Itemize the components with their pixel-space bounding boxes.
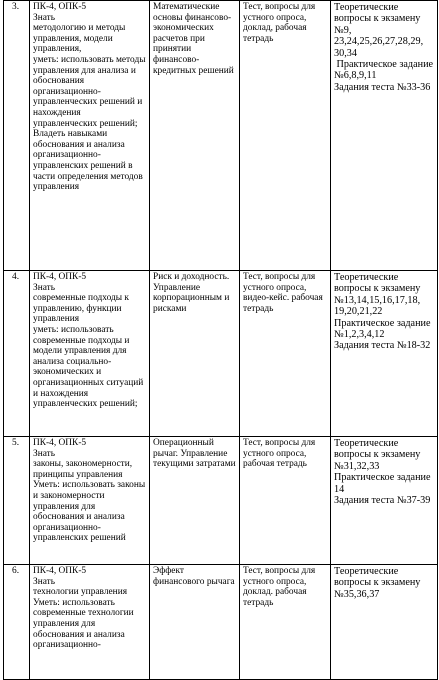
competence-line: ПК-4, ОПК-5 xyxy=(33,2,87,12)
competence-line: Владеть навыками обоснования и анализа организационно-управленских решений в части определения методов управления xyxy=(33,129,143,193)
competence-line: ПК-4, ОПК-5 xyxy=(33,272,87,282)
assessment-cell xyxy=(331,1,438,271)
competence-line: уметь: использовать методы управления для анализа и обоснования организационно-управленческих решений и нахождения управленческих решений; xyxy=(33,54,146,129)
assessment-line: Задания теста №18-32 xyxy=(334,340,431,352)
assessment-cell xyxy=(331,565,438,680)
competence-line: Уметь: использовать законы и закономерности управления для обоснования и анализа организационно-управленских решений xyxy=(33,480,146,544)
topic-cell: Математические основы финансово-экономических расчетов при принятии финансово-кредитных решений xyxy=(150,1,240,271)
competence-line: уметь: использовать современные подходы и модели управления для анализа социально-экономических и организационных ситуаций и нахождения управленческих решений; xyxy=(33,324,144,410)
assessment-cell xyxy=(331,437,438,565)
assessment-line: Теоретические вопросы к экзамену №31,32,33 xyxy=(334,438,423,472)
competence-assessment-table xyxy=(3,0,438,680)
row-number-cell: 5. xyxy=(4,437,30,565)
competence-line: Знать xyxy=(33,448,56,459)
assessment-line: Практическое задание 14 xyxy=(334,472,434,495)
assessment-line: Теоретические вопросы к экзамену №35,36,37 xyxy=(334,566,423,600)
table-row xyxy=(4,437,438,565)
row-number-cell: 4. xyxy=(4,271,30,437)
competence-line: методологию и методы управления, модели управления, xyxy=(33,23,126,55)
competence-cell xyxy=(30,271,150,437)
assessment-line: Теоретические вопросы к экзамену №13,14,15,16,17,18, 19,20,21,22 xyxy=(334,272,423,318)
row-number-cell: 3. xyxy=(4,1,30,271)
competence-line: Знать xyxy=(33,12,56,23)
competence-line: Знать xyxy=(33,282,56,293)
competence-line: современные подходы к управлению, функции управления xyxy=(33,293,129,325)
control-form-cell: Тест, вопросы для устного опроса, доклад. рабочая тетрадь xyxy=(240,565,331,680)
competence-cell xyxy=(30,1,150,271)
control-form-cell: Тест, вопросы для устного опроса, доклад, рабочая тетрадь xyxy=(240,1,331,271)
competence-cell xyxy=(30,437,150,565)
assessment-cell xyxy=(331,271,438,437)
competence-line: технологии управления xyxy=(33,587,128,598)
row-number-cell: 6. xyxy=(4,565,30,680)
table-row xyxy=(4,565,438,680)
control-form-cell: Тест, вопросы для устного опроса, рабочая тетрадь xyxy=(240,437,331,565)
topic-cell: Эффект финансового рычага xyxy=(150,565,240,680)
competence-line: ПК-4, ОПК-5 xyxy=(33,566,87,576)
assessment-line: Практическое задание №1,2,3,4,12 xyxy=(334,317,434,341)
competence-line: ПК-4, ОПК-5 xyxy=(33,438,87,448)
competence-line: Уметь: использовать современные технологии управления для обоснования и анализа организационно- xyxy=(33,597,134,651)
table-row xyxy=(4,1,438,271)
topic-cell: Риск и доходность. Управление корпорационным и рисками xyxy=(150,271,240,437)
assessment-line: Теоретические вопросы к экзамену №9, 23,24,25,26,27,28,29, 30,34 xyxy=(334,2,426,59)
assessment-line: Задания теста №37-39 xyxy=(334,495,431,507)
assessment-line: Практическое задание №6,8,9,11 xyxy=(334,59,436,82)
competence-line: Знать xyxy=(33,576,56,587)
table-row xyxy=(4,271,438,437)
control-form-cell: Тест, вопросы для устного опроса, видео-кейс. рабочая тетрадь xyxy=(240,271,331,437)
assessment-line: Задания теста №33-36 xyxy=(334,81,431,93)
competence-line: законы, закономерности, принципы управления xyxy=(33,459,133,480)
competence-cell xyxy=(30,565,150,680)
table-body xyxy=(4,1,438,680)
topic-cell: Операционный рычаг. Управление текущими затратами xyxy=(150,437,240,565)
